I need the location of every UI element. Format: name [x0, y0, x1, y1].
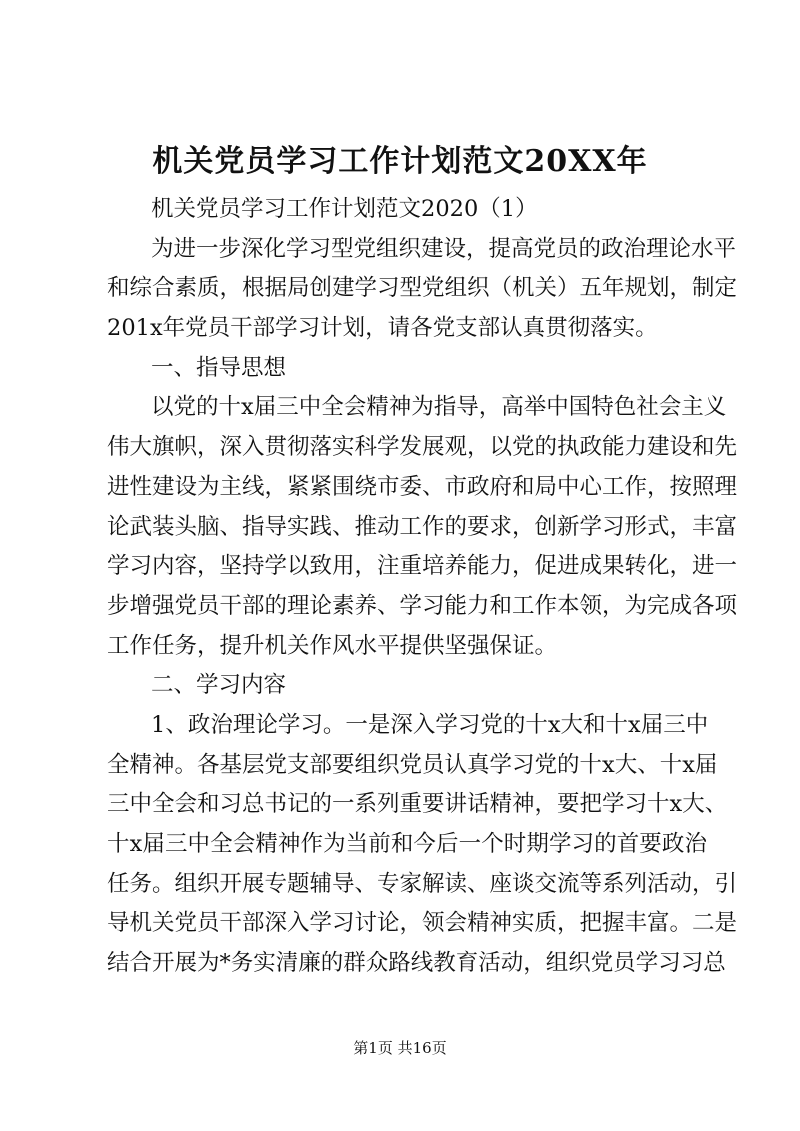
body-line: 学习内容，坚持学以致用，注重培养能力，促进成果转化，进一: [107, 553, 738, 580]
body-line: 以党的十x届三中全会精神为指导，高举中国特色社会主义: [151, 394, 727, 421]
body-line: 步增强党员干部的理论素养、学习能力和工作本领，为完成各项: [107, 592, 738, 619]
body-line: 和综合素质，根据局创建学习型党组织（机关）五年规划，制定: [107, 275, 738, 302]
body-line: 为进一步深化学习型党组织建设，提高党员的政治理论水平: [151, 235, 737, 262]
body-line: 伟大旗帜，深入贯彻落实科学发展观，以党的执政能力建设和先: [107, 434, 738, 461]
body-line: 二、学习内容: [151, 672, 287, 699]
body-line: 机关党员学习工作计划范文2020（1）: [151, 196, 538, 222]
body-line: 工作任务，提升机关作风水平提供坚强保证。: [107, 632, 558, 659]
body-line: 三中全会和习总书记的一系列重要讲话精神，要把学习十x大、: [107, 791, 728, 818]
body-line: 1、政治理论学习。一是深入学习党的十x大和十x届三中: [151, 711, 709, 738]
body-line: 论武装头脑、指导实践、推动工作的要求，创新学习形式，丰富: [107, 513, 738, 540]
body-line: 一、指导思想: [151, 354, 287, 381]
body-line: 导机关党员干部深入学习讨论，领会精神实质，把握丰富。二是: [107, 910, 738, 937]
document-body: [107, 190, 738, 984]
body-line: 进性建设为主线，紧紧围绕市委、市政府和局中心工作，按照理: [107, 473, 738, 500]
body-line: 全精神。各基层党支部要组织党员认真学习党的十x大、十x届: [107, 751, 718, 778]
body-line: 201x年党员干部学习计划，请各党支部认真贯彻落实。: [107, 315, 658, 342]
body-line: 任务。组织开展专题辅导、专家解读、座谈交流等系列活动，引: [107, 870, 738, 897]
page-number-footer: 第1页 共16页: [353, 1039, 447, 1057]
body-line: 十x届三中全会精神作为当前和今后一个时期学习的首要政治: [107, 831, 707, 857]
document-title: 机关党员学习工作计划范文20XX年: [152, 144, 648, 179]
body-line: 结合开展为*务实清廉的群众路线教育活动，组织党员学习习总: [107, 950, 726, 977]
